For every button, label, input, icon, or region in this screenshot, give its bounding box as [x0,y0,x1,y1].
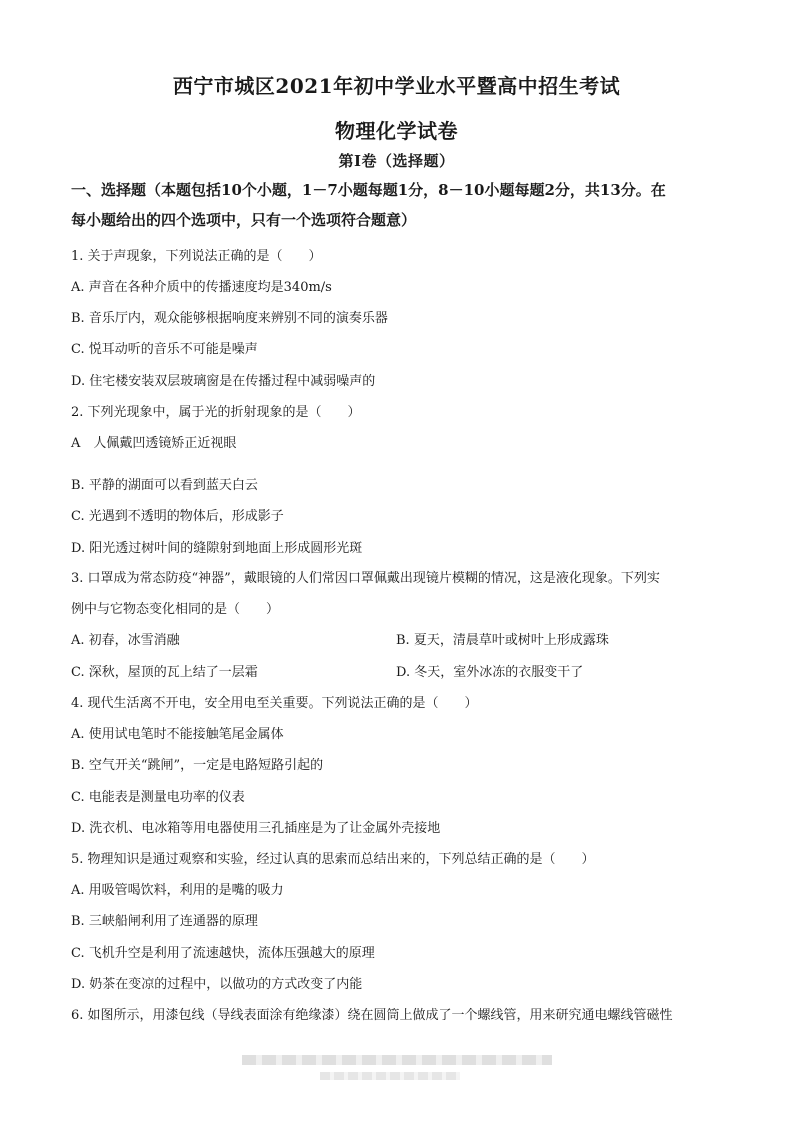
question-2-option-a: A 人佩戴凹透镜矫正近视眼 [71,436,237,451]
part-heading: 第Ⅰ卷（选择题） [338,152,455,170]
question-4-option-a: A. 使用试电笔时不能接触笔尾金属体 [71,727,284,742]
question-5-option-a: A. 用吸管喝饮料，利用的是嘴的吸力 [71,883,284,898]
question-5-option-d: D. 奶茶在变凉的过程中，以做功的方式改变了内能 [71,977,363,992]
question-3-option-a: A. 初春，冰雪消融 [71,633,180,648]
question-3-option-c: C. 深秋，屋顶的瓦上结了一层霜 [71,665,258,680]
question-4-stem: 4. 现代生活离不开电，安全用电至关重要。下列说法正确的是（ ） [71,696,478,711]
exam-subtitle: 物理化学试卷 [335,119,458,143]
question-2-option-d: D. 阳光透过树叶间的缝隙射到地面上形成圆形光斑 [71,541,363,556]
question-3-option-d: D. 冬天，室外冰冻的衣服变干了 [396,665,584,680]
section-instructions-line1: 一、选择题（本题包括10个小题，1－7小题每题1分，8－10小题每题2分，共13分。在 [71,181,666,199]
question-2-option-b: B. 平静的湖面可以看到蓝天白云 [71,478,258,493]
question-6-stem: 6. 如图所示，用漆包线（导线表面涂有绝缘漆）绕在圆筒上做成了一个螺线管，用来研究通电螺线管磁性 [71,1008,673,1023]
question-1-option-b: B. 音乐厅内，观众能够根据响度来辨别不同的演奏乐器 [71,311,388,326]
question-2-stem: 2. 下列光现象中，属于光的折射现象的是（ ） [71,405,361,420]
section-instructions-line2: 每小题给出的四个选项中，只有一个选项符合题意） [71,211,417,229]
question-4-option-b: B. 空气开关“跳闸”，一定是电路短路引起的 [71,758,324,773]
question-2-option-c: C. 光遇到不透明的物体后，形成影子 [71,509,284,524]
question-5-option-b: B. 三峡船闸利用了连通器的原理 [71,914,258,929]
footer-watermark [242,1055,552,1065]
footer-watermark-secondary [320,1072,460,1080]
question-3-option-b: B. 夏天，清晨草叶或树叶上形成露珠 [396,633,609,648]
question-1-option-a: A. 声音在各种介质中的传播速度均是340m/s [71,280,332,295]
question-1-option-c: C. 悦耳动听的音乐不可能是噪声 [71,342,258,357]
question-5-option-c: C. 飞机升空是利用了流速越快，流体压强越大的原理 [71,946,375,961]
question-3-stem-line1: 3. 口罩成为常态防疫“神器”，戴眼镜的人们常因口罩佩戴出现镜片模糊的情况，这是液化现象。下列实 [71,571,660,586]
question-1-option-d: D. 住宅楼安装双层玻璃窗是在传播过程中减弱噪声的 [71,374,376,389]
question-3-stem-line2: 例中与它物态变化相同的是（ ） [71,602,280,617]
question-5-stem: 5. 物理知识是通过观察和实验，经过认真的思索而总结出来的，下列总结正确的是（ ） [71,852,595,867]
question-4-option-d: D. 洗衣机、电冰箱等用电器使用三孔插座是为了让金属外壳接地 [71,821,441,836]
exam-title: 西宁市城区2021年初中学业水平暨高中招生考试 [172,74,621,98]
question-1-stem: 1. 关于声现象，下列说法正确的是（ ） [71,249,322,264]
question-4-option-c: C. 电能表是测量电功率的仪表 [71,790,245,805]
